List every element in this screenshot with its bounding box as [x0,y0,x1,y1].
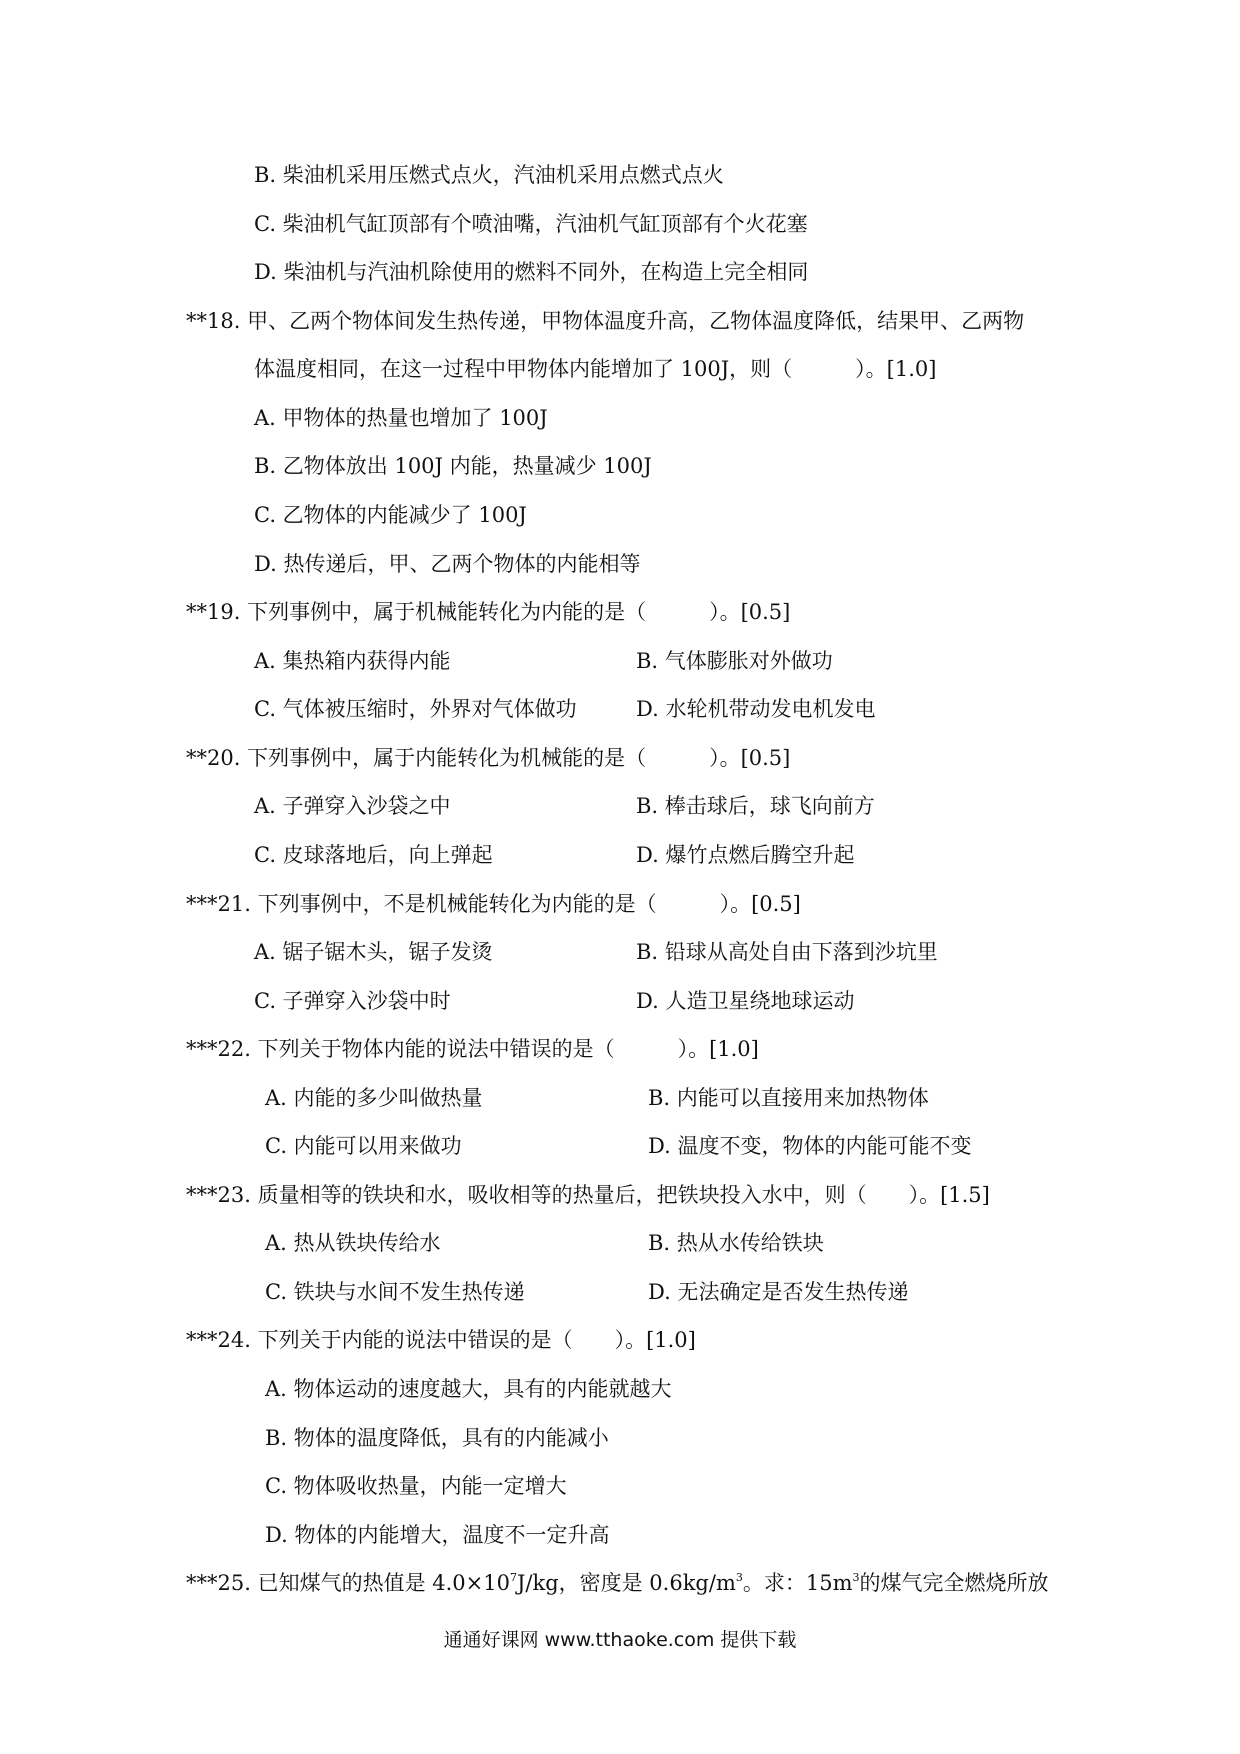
q22-stem: ***22. 下列关于物体内能的说法中错误的是（ ）。[1.0] [186,1037,759,1061]
q25-text-3: 。求：15m [742,1571,853,1595]
q21-option-a: A. 锯子锯木头，锯子发烫 [254,940,493,964]
q20-option-a: A. 子弹穿入沙袋之中 [254,794,451,818]
q22-option-c: C. 内能可以用来做功 [265,1134,462,1158]
q24-option-c: C. 物体吸收热量，内能一定增大 [265,1474,567,1498]
q25-text-1: ***25. 已知煤气的热值是 4.0×10 [186,1571,510,1595]
q19-option-c: C. 气体被压缩时，外界对气体做功 [254,697,577,721]
q20-option-b: B. 棒击球后，球飞向前方 [636,794,875,818]
q25-exponent-1: 7 [509,1571,517,1584]
q18-option-c: C. 乙物体的内能减少了 100J [254,503,527,527]
q18-option-b: B. 乙物体放出 100J 内能，热量减少 100J [254,454,652,478]
q22-option-b: B. 内能可以直接用来加热物体 [648,1086,929,1110]
q18-stem-line1: **18. 甲、乙两个物体间发生热传递，甲物体温度升高，乙物体温度降低，结果甲、乙两物 [186,309,1025,333]
question-25-stem [186,1568,1049,1598]
q19-option-b: B. 气体膨胀对外做功 [636,649,833,673]
q21-option-c: C. 子弹穿入沙袋中时 [254,989,451,1013]
q25-text-2: J/kg，密度是 0.6kg/m [516,1571,736,1595]
q21-option-d: D. 人造卫星绕地球运动 [636,989,855,1013]
q19-option-d: D. 水轮机带动发电机发电 [636,697,876,721]
q17-option-c: C. 柴油机气缸顶部有个喷油嘴，汽油机气缸顶部有个火花塞 [254,212,808,236]
page-footer: 通通好课网 www.tthaoke.com 提供下载 [443,1629,797,1651]
q23-option-d: D. 无法确定是否发生热传递 [648,1280,909,1304]
q22-option-a: A. 内能的多少叫做热量 [265,1086,483,1110]
q24-option-b: B. 物体的温度降低，具有的内能减小 [265,1426,609,1450]
q24-option-a: A. 物体运动的速度越大，具有的内能就越大 [265,1377,672,1401]
q24-option-d: D. 物体的内能增大，温度不一定升高 [265,1523,610,1547]
q21-stem: ***21. 下列事例中，不是机械能转化为内能的是（ ）。[0.5] [186,892,801,916]
q25-text-4: 的煤气完全燃烧所放 [859,1571,1049,1595]
q20-stem: **20. 下列事例中，属于内能转化为机械能的是（ ）。[0.5] [186,746,791,770]
q25-exponent-3: 3 [852,1571,860,1584]
q20-option-c: C. 皮球落地后，向上弹起 [254,843,493,867]
q23-option-b: B. 热从水传给铁块 [648,1231,824,1255]
q25-exponent-2: 3 [735,1571,743,1584]
q23-option-a: A. 热从铁块传给水 [265,1231,441,1255]
q23-stem: ***23. 质量相等的铁块和水，吸收相等的热量后，把铁块投入水中，则（ ）。[1.5] [186,1183,990,1207]
q17-option-b: B. 柴油机采用压燃式点火，汽油机采用点燃式点火 [254,163,724,187]
q18-option-a: A. 甲物体的热量也增加了 100J [254,406,548,430]
q23-option-c: C. 铁块与水间不发生热传递 [265,1280,525,1304]
q17-option-d: D. 柴油机与汽油机除使用的燃料不同外，在构造上完全相同 [254,260,809,284]
q19-stem: **19. 下列事例中，属于机械能转化为内能的是（ ）。[0.5] [186,600,791,624]
q21-option-b: B. 铅球从高处自由下落到沙坑里 [636,940,938,964]
q18-option-d: D. 热传递后，甲、乙两个物体的内能相等 [254,552,641,576]
q22-option-d: D. 温度不变，物体的内能可能不变 [648,1134,972,1158]
q18-stem-line2: 体温度相同，在这一过程中甲物体内能增加了 100J，则（ ）。[1.0] [254,357,937,381]
q24-stem: ***24. 下列关于内能的说法中错误的是（ ）。[1.0] [186,1328,696,1352]
q20-option-d: D. 爆竹点燃后腾空升起 [636,843,855,867]
q19-option-a: A. 集热箱内获得内能 [254,649,451,673]
